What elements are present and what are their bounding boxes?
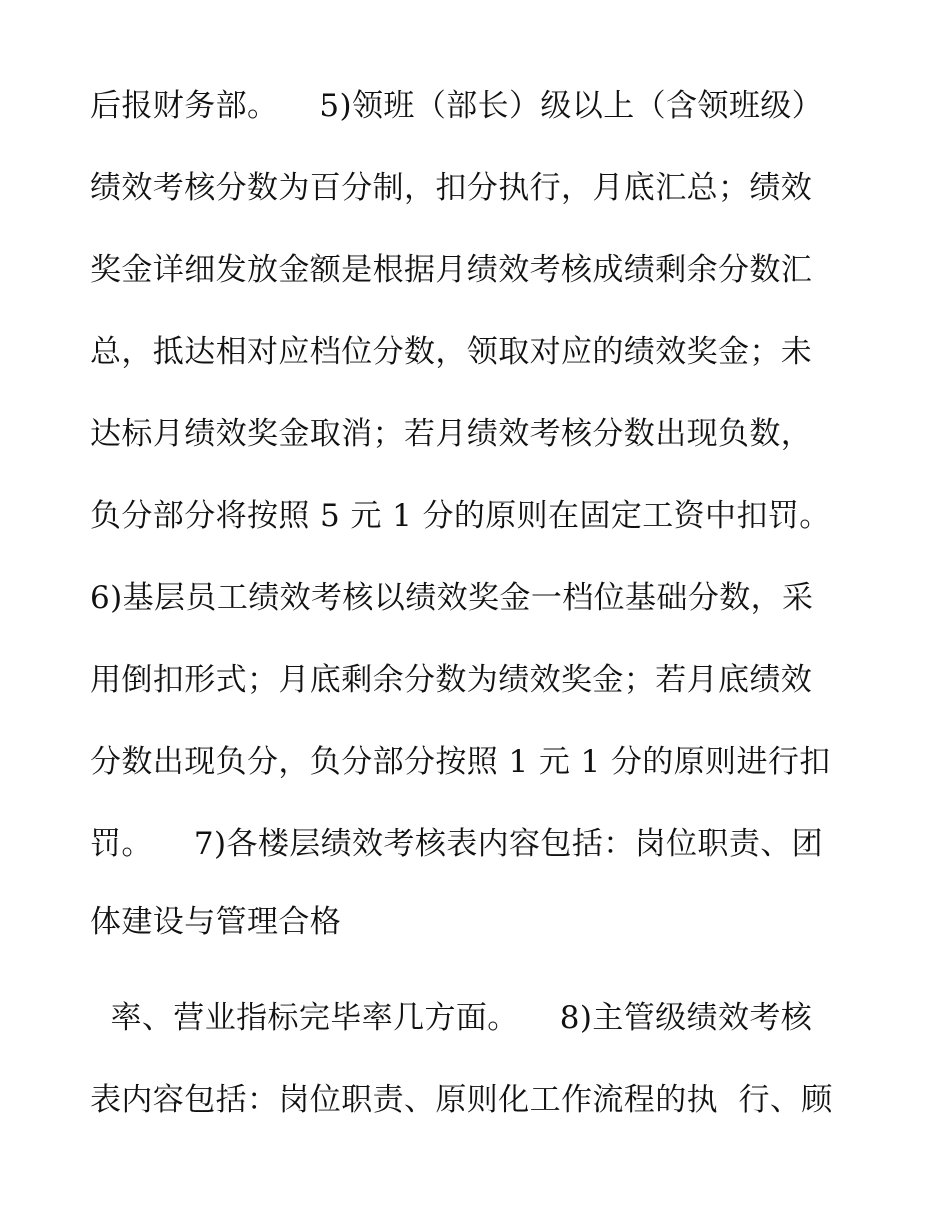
- text-line: 率、营业指标完毕率几方面。 8)主管级绩效考核: [90, 1000, 813, 1036]
- text-line: 用倒扣形式；月底剩余分数为绩效奖金；若月底绩效: [90, 662, 813, 698]
- text-line: 绩效考核分数为百分制，扣分执行，月底汇总；绩效: [90, 170, 813, 206]
- text-line: 分数出现负分，负分部分按照 1 元 1 分的原则进行扣: [90, 744, 831, 780]
- text-line: 体建设与管理合格: [90, 904, 342, 940]
- text-line: 负分部分将按照 5 元 1 分的原则在固定工资中扣罚。: [90, 498, 831, 534]
- text-line: 奖金详细发放金额是根据月绩效考核成绩剩余分数汇: [90, 252, 813, 288]
- text-line: 6)基层员工绩效考核以绩效奖金一档位基础分数，采: [90, 580, 814, 616]
- text-line: 表内容包括：岗位职责、原则化工作流程的执 行、顾: [90, 1082, 833, 1118]
- text-line: 罚。 7)各楼层绩效考核表内容包括：岗位职责、团: [90, 826, 824, 862]
- text-line: 达标月绩效奖金取消；若月绩效考核分数出现负数，: [90, 416, 813, 452]
- text-line: 后报财务部。 5)领班（部长）级以上（含领班级）: [90, 88, 824, 124]
- text-line: 总，抵达相对应档位分数，领取对应的绩效奖金；未: [90, 334, 813, 370]
